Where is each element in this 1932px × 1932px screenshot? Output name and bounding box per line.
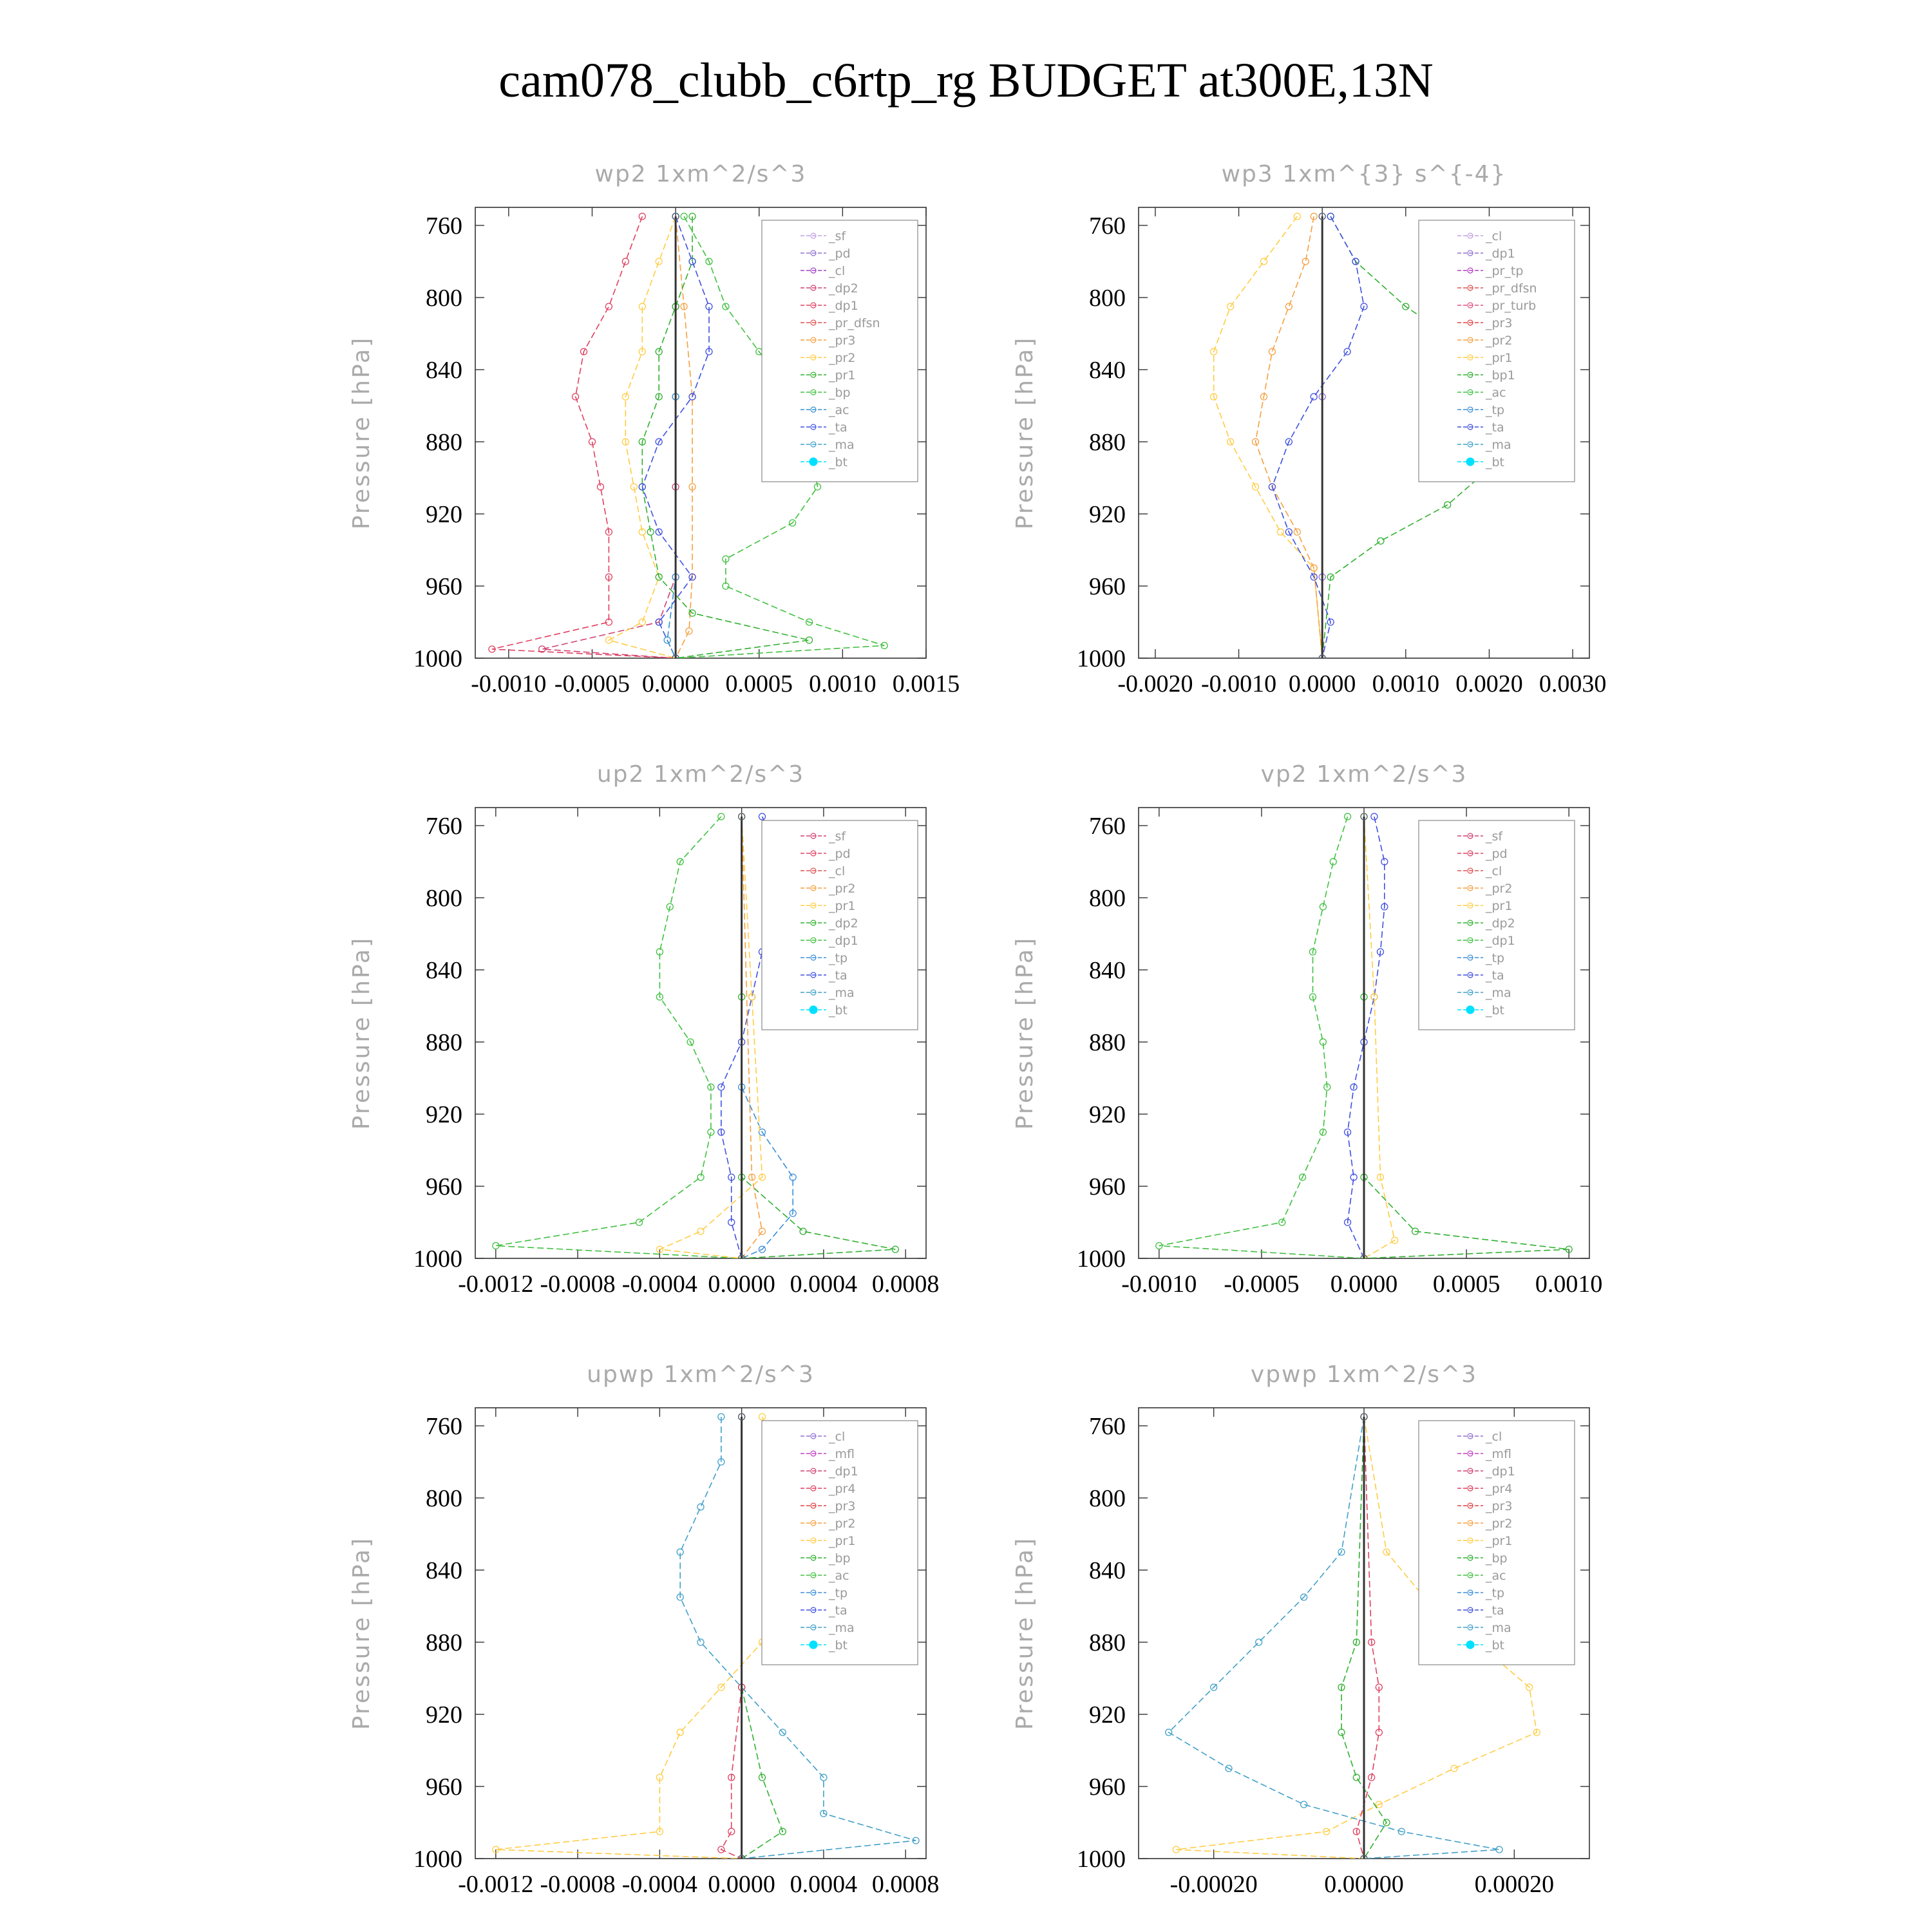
legend-label-pr2: _pr2: [1486, 1517, 1513, 1531]
legend-label-tp: _tp: [829, 1586, 848, 1600]
y-tick-label: 760: [1089, 813, 1126, 840]
y-tick-label: 800: [1089, 285, 1126, 312]
panel-1: [348, 161, 960, 697]
legend-label-dp1: _dp1: [829, 1464, 858, 1479]
legend-label-tp: _tp: [829, 951, 848, 965]
y-tick-label: 880: [1089, 429, 1126, 456]
y-tick-label: 800: [426, 285, 462, 312]
legend-label-ta: _ta: [829, 1604, 848, 1618]
x-tick-label: 0.0000: [1330, 1271, 1398, 1298]
legend-label-dp2: _dp2: [1486, 916, 1515, 931]
series-line-pr2: [1214, 216, 1323, 658]
y-axis-label: Pressure [hPa]: [348, 1536, 375, 1730]
legend-label-tp: _tp: [1486, 403, 1505, 417]
y-tick-label: 920: [1089, 1101, 1126, 1128]
series-line-ta: [1348, 817, 1385, 1258]
x-tick-label: 0.00020: [1474, 1871, 1555, 1898]
panel-title: wp3 1xm^{3} s^{-4}: [1221, 161, 1507, 187]
legend-label-pr3: _pr3: [1486, 316, 1513, 330]
y-tick-label: 1000: [413, 1245, 462, 1273]
legend-label-ma: _ma: [1486, 438, 1511, 452]
series-line-dp1: [1356, 1417, 1379, 1859]
data-point-dp1: [718, 813, 724, 820]
data-point-bp: [681, 213, 687, 220]
series-line-pr1: [1364, 817, 1395, 1258]
x-tick-label: 0.0000: [708, 1871, 775, 1898]
series-line-pr2: [609, 216, 676, 658]
x-tick-label: 0.0005: [725, 670, 793, 697]
legend-label-pr_turb: _pr_turb: [1486, 299, 1537, 313]
x-tick-label: 0.0004: [790, 1271, 858, 1298]
legend-label-pr2: _pr2: [829, 882, 856, 896]
y-tick-label: 800: [1089, 1485, 1126, 1512]
x-tick-label: 0.0000: [641, 670, 710, 697]
x-tick-label: 0.0008: [871, 1871, 940, 1898]
data-point-pr2: [1277, 529, 1283, 535]
x-tick-label: -0.0004: [621, 1871, 697, 1898]
y-tick-label: 920: [1089, 501, 1126, 528]
panel-title: upwp 1xm^2/s^3: [587, 1361, 815, 1388]
legend-label-pr3: _pr3: [1486, 1499, 1513, 1513]
series-line-ac: [667, 216, 676, 658]
data-point-pr2: [639, 619, 645, 625]
legend-label-mfl: _mfl: [829, 1447, 855, 1461]
x-tick-label: -0.0005: [554, 670, 630, 697]
legend-label-bt: _bt: [829, 455, 848, 469]
x-tick-label: 0.0010: [1372, 670, 1440, 697]
y-tick-label: 840: [426, 957, 462, 984]
data-point-pr2: [656, 258, 662, 265]
y-axis-label: Pressure [hPa]: [348, 336, 375, 530]
y-tick-label: 920: [426, 1701, 462, 1728]
legend-label-bt: _bt: [1486, 1003, 1505, 1018]
legend-label-sf: _sf: [829, 229, 846, 243]
legend-label-ta: _ta: [829, 421, 848, 435]
y-tick-label: 880: [1089, 1029, 1126, 1056]
series-line-ta: [1272, 216, 1364, 658]
legend-label-bt: _bt: [1486, 455, 1505, 469]
panel-4: [1012, 761, 1602, 1298]
legend-marker-bt: [1466, 1641, 1474, 1649]
legend-label-pd: _pd: [829, 847, 851, 861]
legend-label-pr1: _pr1: [1486, 351, 1513, 365]
y-tick-label: 840: [426, 1557, 462, 1584]
data-point-pr1: [1285, 303, 1292, 310]
y-tick-label: 760: [1089, 1413, 1126, 1440]
y-tick-label: 800: [426, 885, 462, 912]
y-tick-label: 840: [1089, 1557, 1126, 1584]
data-point-bp1: [1378, 538, 1384, 544]
legend-marker-bt: [1466, 1006, 1474, 1014]
legend-label-mfl: _mfl: [1486, 1447, 1511, 1461]
y-tick-label: 880: [426, 429, 462, 456]
series-line-pr1: [1256, 216, 1323, 658]
data-point-dp1: [605, 303, 612, 310]
x-tick-label: -0.0010: [1200, 670, 1277, 697]
data-point-bp: [1353, 1774, 1359, 1781]
x-tick-label: -0.0012: [458, 1271, 534, 1298]
y-tick-label: 960: [1089, 1173, 1126, 1200]
legend-label-ta: _ta: [829, 969, 848, 983]
data-point-pr4: [728, 1828, 735, 1835]
legend-label-cl: _cl: [1486, 864, 1502, 878]
legend-marker-bt: [810, 458, 817, 466]
data-point-bp: [1338, 1729, 1345, 1736]
x-tick-label: -0.0010: [471, 670, 547, 697]
y-axis-label: Pressure [hPa]: [1012, 936, 1038, 1130]
y-tick-label: 1000: [413, 1846, 462, 1873]
legend-label-cl: _cl: [829, 264, 846, 278]
x-tick-label: 0.0005: [1432, 1271, 1501, 1298]
x-tick-label: 0.0010: [1535, 1271, 1603, 1298]
legend-label-ma: _ma: [829, 1621, 855, 1635]
data-point-dp1: [622, 258, 629, 265]
y-axis-label: Pressure [hPa]: [1012, 336, 1038, 530]
data-point-tp: [1301, 1801, 1307, 1808]
legend-label-ma: _ma: [829, 438, 855, 452]
legend-label-ta: _ta: [1486, 969, 1504, 983]
x-tick-label: 0.00000: [1324, 1871, 1404, 1898]
legend-label-pr2: _pr2: [1486, 882, 1513, 896]
data-point-tp: [697, 1504, 704, 1510]
legend-label-dp2: _dp2: [829, 916, 858, 931]
legend-label-pr1: _pr1: [829, 368, 856, 383]
legend-label-pr2: _pr2: [829, 1517, 856, 1531]
legend-label-pr4: _pr4: [829, 1482, 856, 1496]
legend-label-bp: _bp: [1486, 1551, 1508, 1566]
legend-label-ma: _ma: [1486, 986, 1511, 1000]
data-point-pr1: [759, 1414, 765, 1420]
x-tick-label: 0.0004: [790, 1871, 858, 1898]
y-tick-label: 1000: [413, 645, 462, 672]
series-line-pr4: [721, 1417, 742, 1859]
legend-label-bp1: _bp1: [1486, 368, 1515, 383]
legend-label-pr1: _pr1: [829, 899, 856, 913]
series-line-pr1: [496, 1417, 783, 1859]
y-tick-label: 1000: [1077, 1846, 1126, 1873]
y-tick-label: 880: [426, 1029, 462, 1056]
legend-label-bt: _bt: [1486, 1638, 1505, 1653]
panel-title: wp2 1xm^2/s^3: [594, 161, 807, 187]
x-tick-label: -0.0010: [1121, 1271, 1197, 1298]
panel-title: up2 1xm^2/s^3: [596, 761, 805, 788]
y-tick-label: 1000: [1077, 1245, 1126, 1273]
figure-title: cam078_clubb_c6rtp_rg BUDGET at300E,13N: [498, 53, 1434, 108]
legend-label-ma: _ma: [829, 986, 855, 1000]
y-tick-label: 800: [1089, 885, 1126, 912]
legend-label-sf: _sf: [1486, 829, 1503, 844]
data-point-ta: [1311, 393, 1317, 400]
legend-label-pr2: _pr2: [1486, 334, 1513, 348]
legend-label-dp1: _dp1: [1486, 1464, 1515, 1479]
legend-label-dp1: _dp1: [829, 934, 858, 948]
data-point-pr1: [1451, 1765, 1457, 1772]
legend-label-tp: _tp: [1486, 951, 1505, 965]
legend-marker-bt: [810, 1006, 817, 1014]
legend-label-dp1: _dp1: [829, 299, 858, 313]
x-tick-label: -0.00020: [1170, 1871, 1258, 1898]
legend-label-bp: _bp: [829, 386, 851, 400]
legend-marker-bt: [810, 1641, 817, 1649]
legend-label-ta: _ta: [1486, 1604, 1504, 1618]
panel-3: [348, 761, 939, 1298]
y-tick-label: 1000: [1077, 645, 1126, 672]
data-point-dp1: [1320, 904, 1326, 910]
panel-6: [1012, 1361, 1589, 1898]
data-point-pr1: [1269, 348, 1275, 355]
legend-label-ac: _ac: [829, 403, 849, 417]
x-tick-label: 0.0010: [809, 670, 876, 697]
panels: [348, 161, 1606, 1898]
y-tick-label: 840: [1089, 957, 1126, 984]
legend-label-ta: _ta: [1486, 421, 1504, 435]
x-tick-label: -0.0008: [540, 1271, 616, 1298]
legend-label-ac: _ac: [829, 1569, 849, 1583]
y-tick-label: 960: [426, 573, 462, 600]
x-tick-label: 0.0015: [892, 670, 960, 697]
legend-label-pr_tp: _pr_tp: [1486, 264, 1524, 278]
legend-label-pr1: _pr1: [829, 1534, 856, 1548]
y-tick-label: 920: [426, 1101, 462, 1128]
legend-label-pd: _pd: [829, 247, 851, 261]
x-tick-label: -0.0008: [540, 1871, 616, 1898]
series-line-dp2: [542, 216, 676, 658]
legend-label-pr_dfsn: _pr_dfsn: [1486, 281, 1537, 296]
legend-label-bt: _bt: [829, 1638, 848, 1653]
panel-2: [1012, 161, 1606, 697]
x-tick-label: -0.0012: [458, 1871, 534, 1898]
x-tick-label: 0.0000: [708, 1271, 775, 1298]
series-line-dp1: [492, 216, 676, 658]
legend-label-ma: _ma: [1486, 1621, 1511, 1635]
data-point-pr2: [1260, 258, 1267, 265]
legend-marker-bt: [1466, 458, 1474, 466]
y-tick-label: 800: [426, 1485, 462, 1512]
y-tick-label: 880: [1089, 1629, 1126, 1656]
data-point-pr1: [677, 1729, 683, 1736]
legend-label-pr_dfsn: _pr_dfsn: [829, 316, 880, 330]
legend-label-pr1: _pr1: [1486, 1534, 1513, 1548]
x-tick-label: 0.0030: [1539, 670, 1607, 697]
legend-label-cl: _cl: [829, 864, 846, 878]
legend-label-pd: _pd: [1486, 847, 1508, 861]
y-tick-label: 840: [1089, 357, 1126, 384]
series-line-dp1: [1159, 817, 1364, 1258]
y-tick-label: 840: [426, 357, 462, 384]
x-tick-label: -0.0004: [621, 1271, 697, 1298]
legend-label-sf: _sf: [829, 829, 846, 844]
data-point-tp: [1256, 1639, 1262, 1645]
legend-label-dp2: _dp2: [829, 281, 858, 296]
y-tick-label: 760: [1089, 213, 1126, 240]
legend-label-pr3: _pr3: [829, 1499, 856, 1513]
x-tick-label: 0.0000: [1288, 670, 1356, 697]
y-tick-label: 760: [426, 1413, 462, 1440]
data-point-pr1: [697, 1228, 704, 1235]
y-tick-label: 960: [426, 1173, 462, 1200]
panel-title: vpwp 1xm^2/s^3: [1250, 1361, 1478, 1388]
data-point-tp: [697, 1639, 704, 1645]
panel-5: [348, 1361, 939, 1898]
y-axis-label: Pressure [hPa]: [348, 936, 375, 1130]
y-tick-label: 760: [426, 213, 462, 240]
legend-label-ac: _ac: [1486, 1569, 1506, 1583]
legend-label-cl: _cl: [829, 1430, 846, 1444]
y-tick-label: 760: [426, 813, 462, 840]
legend-label-cl: _cl: [1486, 1430, 1502, 1444]
legend-label-pr3: _pr3: [829, 334, 856, 348]
y-tick-label: 960: [1089, 573, 1126, 600]
legend-label-dp1: _dp1: [1486, 934, 1515, 948]
y-axis-label: Pressure [hPa]: [1012, 1536, 1038, 1730]
legend-label-ac: _ac: [1486, 386, 1506, 400]
legend-label-pr4: _pr4: [1486, 1482, 1513, 1496]
y-tick-label: 920: [426, 501, 462, 528]
legend-label-cl: _cl: [1486, 229, 1502, 243]
legend-label-bp: _bp: [829, 1551, 851, 1566]
legend-label-pr1: _pr1: [1486, 899, 1513, 913]
y-tick-label: 920: [1089, 1701, 1126, 1728]
panel-title: vp2 1xm^2/s^3: [1260, 761, 1468, 788]
legend-label-tp: _tp: [1486, 1586, 1505, 1600]
legend-label-pr2: _pr2: [829, 351, 856, 365]
data-point-ta: [759, 813, 765, 820]
series-line-dp1: [496, 817, 742, 1258]
x-tick-label: -0.0005: [1224, 1271, 1300, 1298]
series-line-pr2: [742, 817, 762, 1258]
x-tick-label: 0.0008: [871, 1271, 940, 1298]
y-tick-label: 960: [426, 1774, 462, 1801]
x-tick-label: -0.0020: [1117, 670, 1193, 697]
y-tick-label: 960: [1089, 1774, 1126, 1801]
y-tick-label: 880: [426, 1629, 462, 1656]
legend-label-bt: _bt: [829, 1003, 848, 1018]
data-point-dp1: [1345, 813, 1351, 820]
x-tick-label: 0.0020: [1455, 670, 1523, 697]
legend-label-dp1: _dp1: [1486, 247, 1515, 261]
